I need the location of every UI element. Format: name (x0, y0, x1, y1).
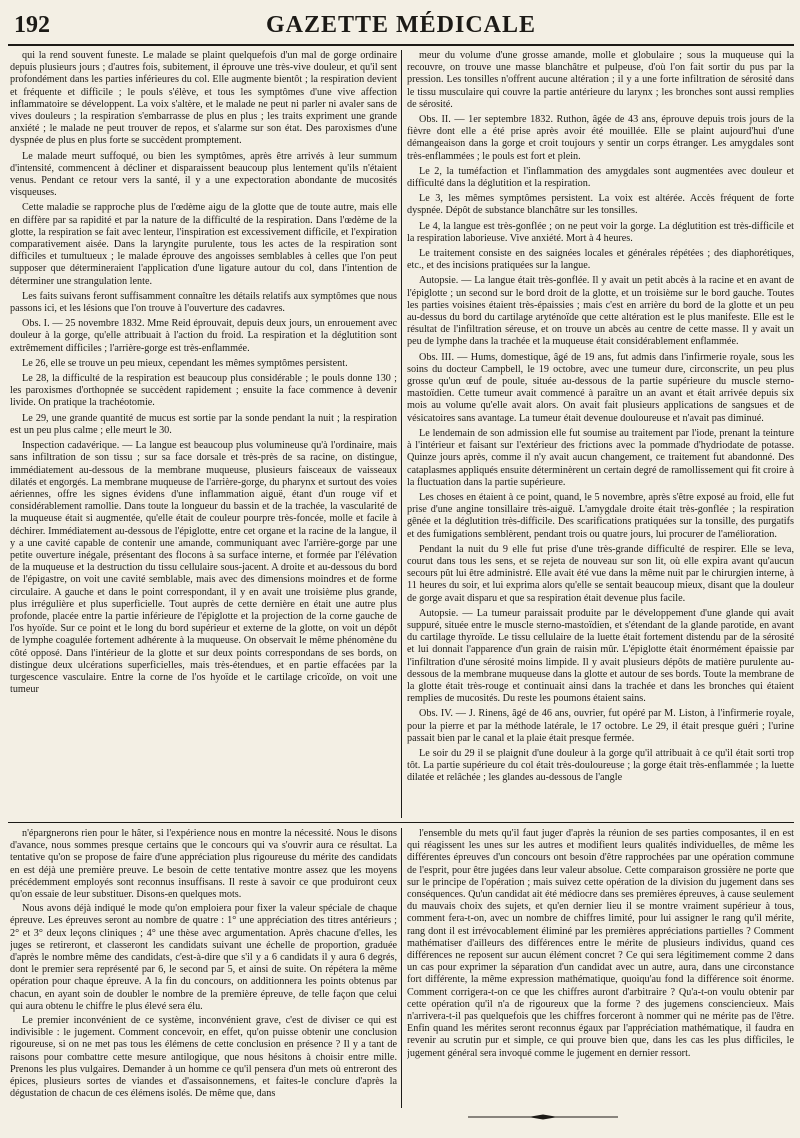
paragraph: Nous avons déjà indiqué le mode qu'on emploiera pour fixer la valeur spéciale de chaque épreuve. Les épreuves seront au nombre de quatre : 1° une appréciation des titres antérieurs ; 2° et 3° deux leçons cliniques ; 4° une thèse avec argumentation. Après chacune d'elles, les juges se retireront, et classeront les candidats suivant une échelle de proportion, graduée d'après le nombre même des candidats, c'est-à-dire que s'il y a 6 candidats il y aura 6 degrés, dont le premier sera représenté par 6, le second par 5, et ainsi de suite. On répétera la même opération pour chaque épreuve. A la fin du concours, on additionnera les points obtenus par chacun, en ayant soin de doubler le nombre de la première épreuve, de telle façon que celui qui aura obtenu le chiffre le plus élevé sera élu. (10, 903, 397, 1012)
paragraph: Le soir du 29 il se plaignit d'une douleur à la gorge qu'il attribuait à ce qu'il était sorti trop tôt. La partie supérieure du col était très-douloureuse ; la gorge était très-enflammée ; la luette dilatée et relâchée ; les glandes au-dessous de l'angle (407, 747, 794, 784)
journal-title: GAZETTE MÉDICALE (265, 12, 537, 38)
paragraph: Les faits suivans feront suffisamment connaître les détails relatifs aux symptômes que nous passons ici, et les lésions que l'on trouve à l'ouverture des cadavres. (10, 290, 397, 315)
paragraph: qui la rend souvent funeste. Le malade se plaint quelquefois d'un mal de gorge ordinaire depuis plusieurs jours ; d'autres fois, subitement, il éprouve une très-vive douleur, et qu'il sent profondément dans les parties inférieures du col. Elle augmente bientôt ; la respiration devient et fréquente et difficile ; le pouls s'élève, et tous les symptômes d'une vive affection inflammatoire se développent. La voix s'altère, et le malade ne peut ni parler ni avaler sans de vives douleurs ; la respiration s'embarrasse de plus en plus ; les traits expriment une grande anxiété ; le malade ne peut trouver de repos, et s'alarme sur son état. Des paroxismes d'une dyspnée de plus en plus forte se succèdent promptement. (10, 50, 397, 147)
paragraph: Le traitement consiste en des saignées locales et générales répétées ; des diaphorétiques, etc., et des incisions pratiquées sur la langue. (407, 248, 794, 272)
left-column (10, 50, 397, 818)
paragraph: Le 26, elle se trouve un peu mieux, cependant les mêmes symptômes persistent. (22, 357, 348, 369)
paragraph: Le 28, la difficulté de la respiration est beaucoup plus considérable ; le pouls donne 130 ; les paroxismes d'orthopnée se succèdent rapidement ; ensuite la face commence à devenir livide. On pratique la trachéotomie. (10, 373, 397, 409)
observation-paragraph: Obs. II. — 1er septembre 1832. Ruthon, âgée de 43 ans, éprouve depuis trois jours de la fièvre dont elle a été prise après avoir été mouillée. Elle se plaint aujourd'hui d'une démangeaison dans la gorge et croit toujours y sentir un corps étranger. Les amygdales sont très-enflammées ; le pouls est fort et plein. (407, 114, 794, 162)
paragraph: meur du volume d'une grosse amande, molle et globulaire ; sous la muqueuse qui la recouvre, on trouve une masse blanchâtre et pulpeuse, d'où l'on fait sortir du pus par la pression. Les tonsilles n'offrent aucune altération ; il y a une forte infiltration de sérosité dans le tissu musculaire qui couvre la partie antérieure du larynx ; les bronches sont aussi remplies de sérosité. (407, 50, 794, 110)
autopsy-paragraph: Autopsie. — La langue était très-gonflée. Il y avait un petit abcès à la racine et en avant de l'épiglotte ; un second sur le bord droit de la glotte, et un troisième sur le bord gauche. Toutes les parties voisines étaient très-épaissies ; mais c'est en arrière du bord de la glotte et un peu au-dessus du bord du cartilage aryténoïde que cette altération est le plus manifeste. Elle est le résultat de l'infiltration séreuse, et on trouve un abcès au centre de cette masse. Il y avait un peu de lymphe dans la trachée et la muqueuse était considérablement enflammée. (407, 275, 794, 348)
article-columns (10, 50, 792, 818)
paragraph: Cette maladie se rapproche plus de l'œdème aigu de la glotte que de toute autre, mais elle en diffère par sa rapidité et par la nature de la difficulté de la respiration. Dans l'œdème de la glotte, la respiration se fait avec lenteur, l'inspiration est excessivement difficile, et l'expiration comparativement aisée. Dans la laryngite purulente, tous les actes de la respiration sont difficiles et tumultueux ; le malade éprouve des angoisses semblables à celles que l'on peut supposer que détermineraient l'application d'une ligature autour du col, dans l'intention de déterminer une strangulation lente. (10, 202, 397, 287)
paragraph: Le lendemain de son admission elle fut soumise au traitement par l'iode, prenant la teinture à l'intérieur et faisant sur l'extérieur des frictions avec la pommade d'hydriodate de potasse. Quinze jours après, comme il n'y avait aucun changement, ce traitement fut abandonné. Des cataplasmes appliqués ensuite déterminèrent un certain degré de ramollissement qui fit croire à la fluctuation dans la partie supérieure. (407, 427, 794, 488)
feuilleton-section (10, 828, 792, 1108)
paragraph: Le 4, la langue est très-gonflée ; on ne peut voir la gorge. La déglutition est très-difficile et la respiration laborieuse. Vive anxiété. Mort à 4 heures. (407, 220, 794, 244)
column-divider (401, 828, 402, 1108)
right-column (407, 50, 794, 818)
bottom-right-column (407, 828, 794, 1108)
paragraph: Le 3, les mêmes symptômes persistent. La voix est altérée. Accès fréquent de forte dyspnée. Dépôt de substance blanchâtre sur les tonsilles. (407, 193, 794, 217)
page-number: 192 (14, 12, 50, 38)
bottom-left-column (10, 828, 397, 1108)
page-header (8, 4, 794, 46)
paragraph: n'épargnerons rien pour le hâter, si l'expérience nous en montre la nécessité. Nous le disons d'avance, nous sommes presque certains que le concours qui va s'ouvrir aura ce résultat. La tentative qu'on se propose de faire d'une appréciation plus rigoureuse du mérite des candidats en est déjà une première preuve. Le besoin de cette tentative montre assez que les moyens précédemment employés sont reconnus insuffisans. Il reste à savoir ce que produiront ceux qu'on essaie de leur substituer. Disons-en quelques mots. (10, 828, 397, 901)
autopsy-paragraph: Autopsie. — La tumeur paraissait produite par le développement d'une glande qui avait suppuré, située entre le muscle sterno-mastoïdien, et s'étendant de la glande parotide, en avant du cartilage thyroïde. Le tissu cellulaire de la luette était fortement distendu par de la sérosité et lui donnait l'apparence d'un grain de raisin mûr. L'épiglotte était énormément épaissie par l'infiltration d'une sérosité moins limpide. Il y avait plusieurs dépôts de matière purulente au-dessous de la membrane muqueuse dans la glotte et autour de ses bords. Toute la membrane de la glotte était très-rouge et continuait ainsi dans la trachée et dans les bronches qui étaient remplies de mucosités. Du reste les poumons étaient sains. (407, 607, 794, 705)
column-divider (401, 50, 402, 818)
paragraph: Le 29, une grande quantité de mucus est sortie par la sonde pendant la nuit ; la respiration est un peu plus calme ; elle meurt le 30. (10, 412, 397, 436)
inspection-paragraph: Inspection cadavérique. — La langue est beaucoup plus volumineuse qu'à l'ordinaire, mais sans infiltration de son tissu ; sur sa face dorsale et très-près de sa racine, on distingue, immédiatement au-dessous de la membrane muqueuse, plusieurs faisceaux de vaisseaux dilatés et engorgés. La membrane muqueuse de l'arrière-gorge, du pharynx et surtout des voies aériennes, offre les signes évidens d'une inflammation aiguë, étant d'un rouge vif et considérablement ramollie. Dans toute la longueur du bassin et de la trachée, la vascularité de la muqueuse était si augmentée, qu'elle était de couleur pourpre très-foncée, molle et facile à déchirer. Immédiatement au-dessous de l'épiglotte, entre cet organe et la racine de la langue, il y a une cavité capable de contenir une amande, communiquant avec l'arrière-gorge par une petite ouverture inégale, présentant des flocons à sa surface interne, et formée par l'élévation de la muqueuse et la destruction du tissu cellulaire sous-jacent. A droite et au-dessous du bord de l'épigastre, on voit une cavité semblable, mais avec des dimensions moindres et de forme circulaire. A gauche et dans le point correspondant, il y en avait une troisième plus grande, plus irrégulière et plus superficielle. Tout auprès de cette dernière en était une autre plus profonde, placée entre la partie inférieure de l'épiglotte et la projection de la corne gauche de l'os hyoïde. Sur ce point et le long du bord supérieur et externe de la glotte, on voit un dépôt de lymphe coagulée fortement adhérente à la muqueuse. On observait le même phénomène du côté opposé. Dans l'intérieur de la glotte et sur deux points correspondans de ses bords, on distingue deux ulcérations superficielles, mais très-étendues, et en partie effacées par la turgescence vasculaire. Entre la corne de l'os hyoïde et le cartilage cricoïde, on voit une tumeur (10, 440, 397, 696)
newspaper-page (8, 4, 794, 1130)
section-divider (8, 822, 794, 823)
observation-paragraph: Obs. IV. — J. Rinens, âgé de 46 ans, ouvrier, fut opéré par M. Liston, à l'infirmerie royale, pour la pierre et par la méthode latérale, le 17 octobre. Le 29, il était presque guéri ; l'urine passait bien par le canal et la plaie était presque fermée. (407, 708, 794, 744)
observation-paragraph: Obs. III. — Hums, domestique, âgé de 19 ans, fut admis dans l'infirmerie royale, sous les soins du docteur Campbell, le 19 octobre, avec une tumeur dure, circonscrite, un peu plus grosse qu'un œuf de poule, située au-dessous de la partie supérieure du muscle sterno-mastoïdien. Cette tumeur avait commencé à paraître un an avant et était arrivée depuis six mois au volume qu'elle avait alors. On avait fait plusieurs applications de sangsues et de vésicatoires sans avantage. La tumeur était devenue douloureuse et n'avait pas diminué. (407, 351, 794, 424)
paragraph: Pendant la nuit du 9 elle fut prise d'une très-grande difficulté de respirer. Elle se leva, courut dans tous les sens, et se rejeta de nouveau sur son lit, où elle expira avant qu'aucun secours pût lui être administré. Elle avait été vue dans la même nuit par le chirurgien interne, à 11 heures du soir, et lui exprima alors qu'elle se sentait beaucoup mieux, disant que la douleur de gorge avait disparu et que sa respiration était devenue plus facile. (407, 543, 794, 604)
paragraph: Le malade meurt suffoqué, ou bien les symptômes, après être arrivés à leur summum d'intensité, commencent à décliner et disparaissent beaucoup plus lentement qu'ils n'étaient venus. Pendant ce retour vers la santé, il y a une expectoration abondante de mucosités visqueuses. (10, 150, 397, 199)
paragraph: l'ensemble du mets qu'il faut juger d'après la réunion de ses parties composantes, il en est qui réagissent les unes sur les autres et modifient leurs qualités individuelles, de même les différentes épreuves d'un concours ont besoin d'être rapprochées par une opération commune de l'esprit, pour être jugées dans leur valeur absolue. Cette comparaison grossière ne porte que sur le principe de l'opération ; mais suivez cette opération de la division du jugement dans ses conséquences. Qu'un candidat ait été médiocre dans ses premières épreuves, à cause seulement du mauvais choix des sujets, et qu'en dernier lieu il se montre vraiment supérieur à tous, comment fera-t-on, avec un nombre de chiffres limité, pour lui assigner le rang qu'il mérite, rang dont il est irrévocablement éliminé par les premières appréciations partielles ? Comment mathématiser d'ailleurs des différences entre le mérite de plusieurs individus, quand ces différences ne reposent sur aucun élément concret ? Ce qui sera légitimement comme 2 dans un cas pour exprimer la séparation d'un candidat avec un autre, aura, dans une circonstance fort différente, la même expression mathématique, quoiqu'au fond la différence soit énorme. Comment corrigera-t-on ce que les chiffres auront d'arbitraire ? Qu'a-t-on voulu obtenir par cette opération qu'il n'a de rigoureux que la forme ? des jugemens consciencieux. Mais n'arrivera-t-il pas quelquefois que les chiffres forceront à nommer qui ne mérite pas de l'être. Enfin quand les mérites seront reconnus égaux par l'appréciation mathématique, il faudra en revenir au scrutin pur et simple, ce qui prouve bien que, dans les cas les plus difficiles, le jugement général sera invoqué comme le jugement en dernier ressort. (407, 828, 794, 1059)
end-rule-ornament (468, 1114, 618, 1120)
paragraph: Les choses en étaient à ce point, quand, le 5 novembre, après s'être exposé au froid, elle fut prise d'une angine tonsillaire très-aiguë. L'amygdale droite était très-gonflée ; la respiration gênée et la déglutition très-difficile. Des scarifications pratiquées sur la tonsille, des purgatifs et des fumigations semblèrent, pendant trois ou quatre jours, lui procurer de l'amélioration. (407, 491, 794, 540)
paragraph: Le 2, la tuméfaction et l'inflammation des amygdales sont augmentées avec douleur et difficulté dans la déglutition et la respiration. (407, 165, 794, 190)
observation-paragraph: Obs. I. — 25 novembre 1832. Mme Reid éprouvait, depuis deux jours, un enrouement avec douleur à la gorge, qu'elle attribuait à l'action du froid. La respiration et la déglutition sont extrêmement difficiles ; l'arrière-gorge est très-enflammée. (10, 318, 397, 354)
paragraph: Le premier inconvénient de ce système, inconvénient grave, c'est de diviser ce qui est indivisible : le jugement. Comment concevoir, en effet, qu'on puisse obtenir une conclusion rigoureuse, si on ne met pas tous les élémens de cette conclusion en présence ? Il y a tant de raisons pour combattre cette mesure antilogique, que nous hésitons à choisir entre mille. Prenons les plus vulgaires. Demander à un homme ce qu'il pensera d'un mets où entreront des épices, plusieurs sortes de viandes et d'assaisonnemens, et faites-le conclure d'après la dégustation de chacun de ces élémens isolés. De même que, dans (10, 1015, 397, 1100)
